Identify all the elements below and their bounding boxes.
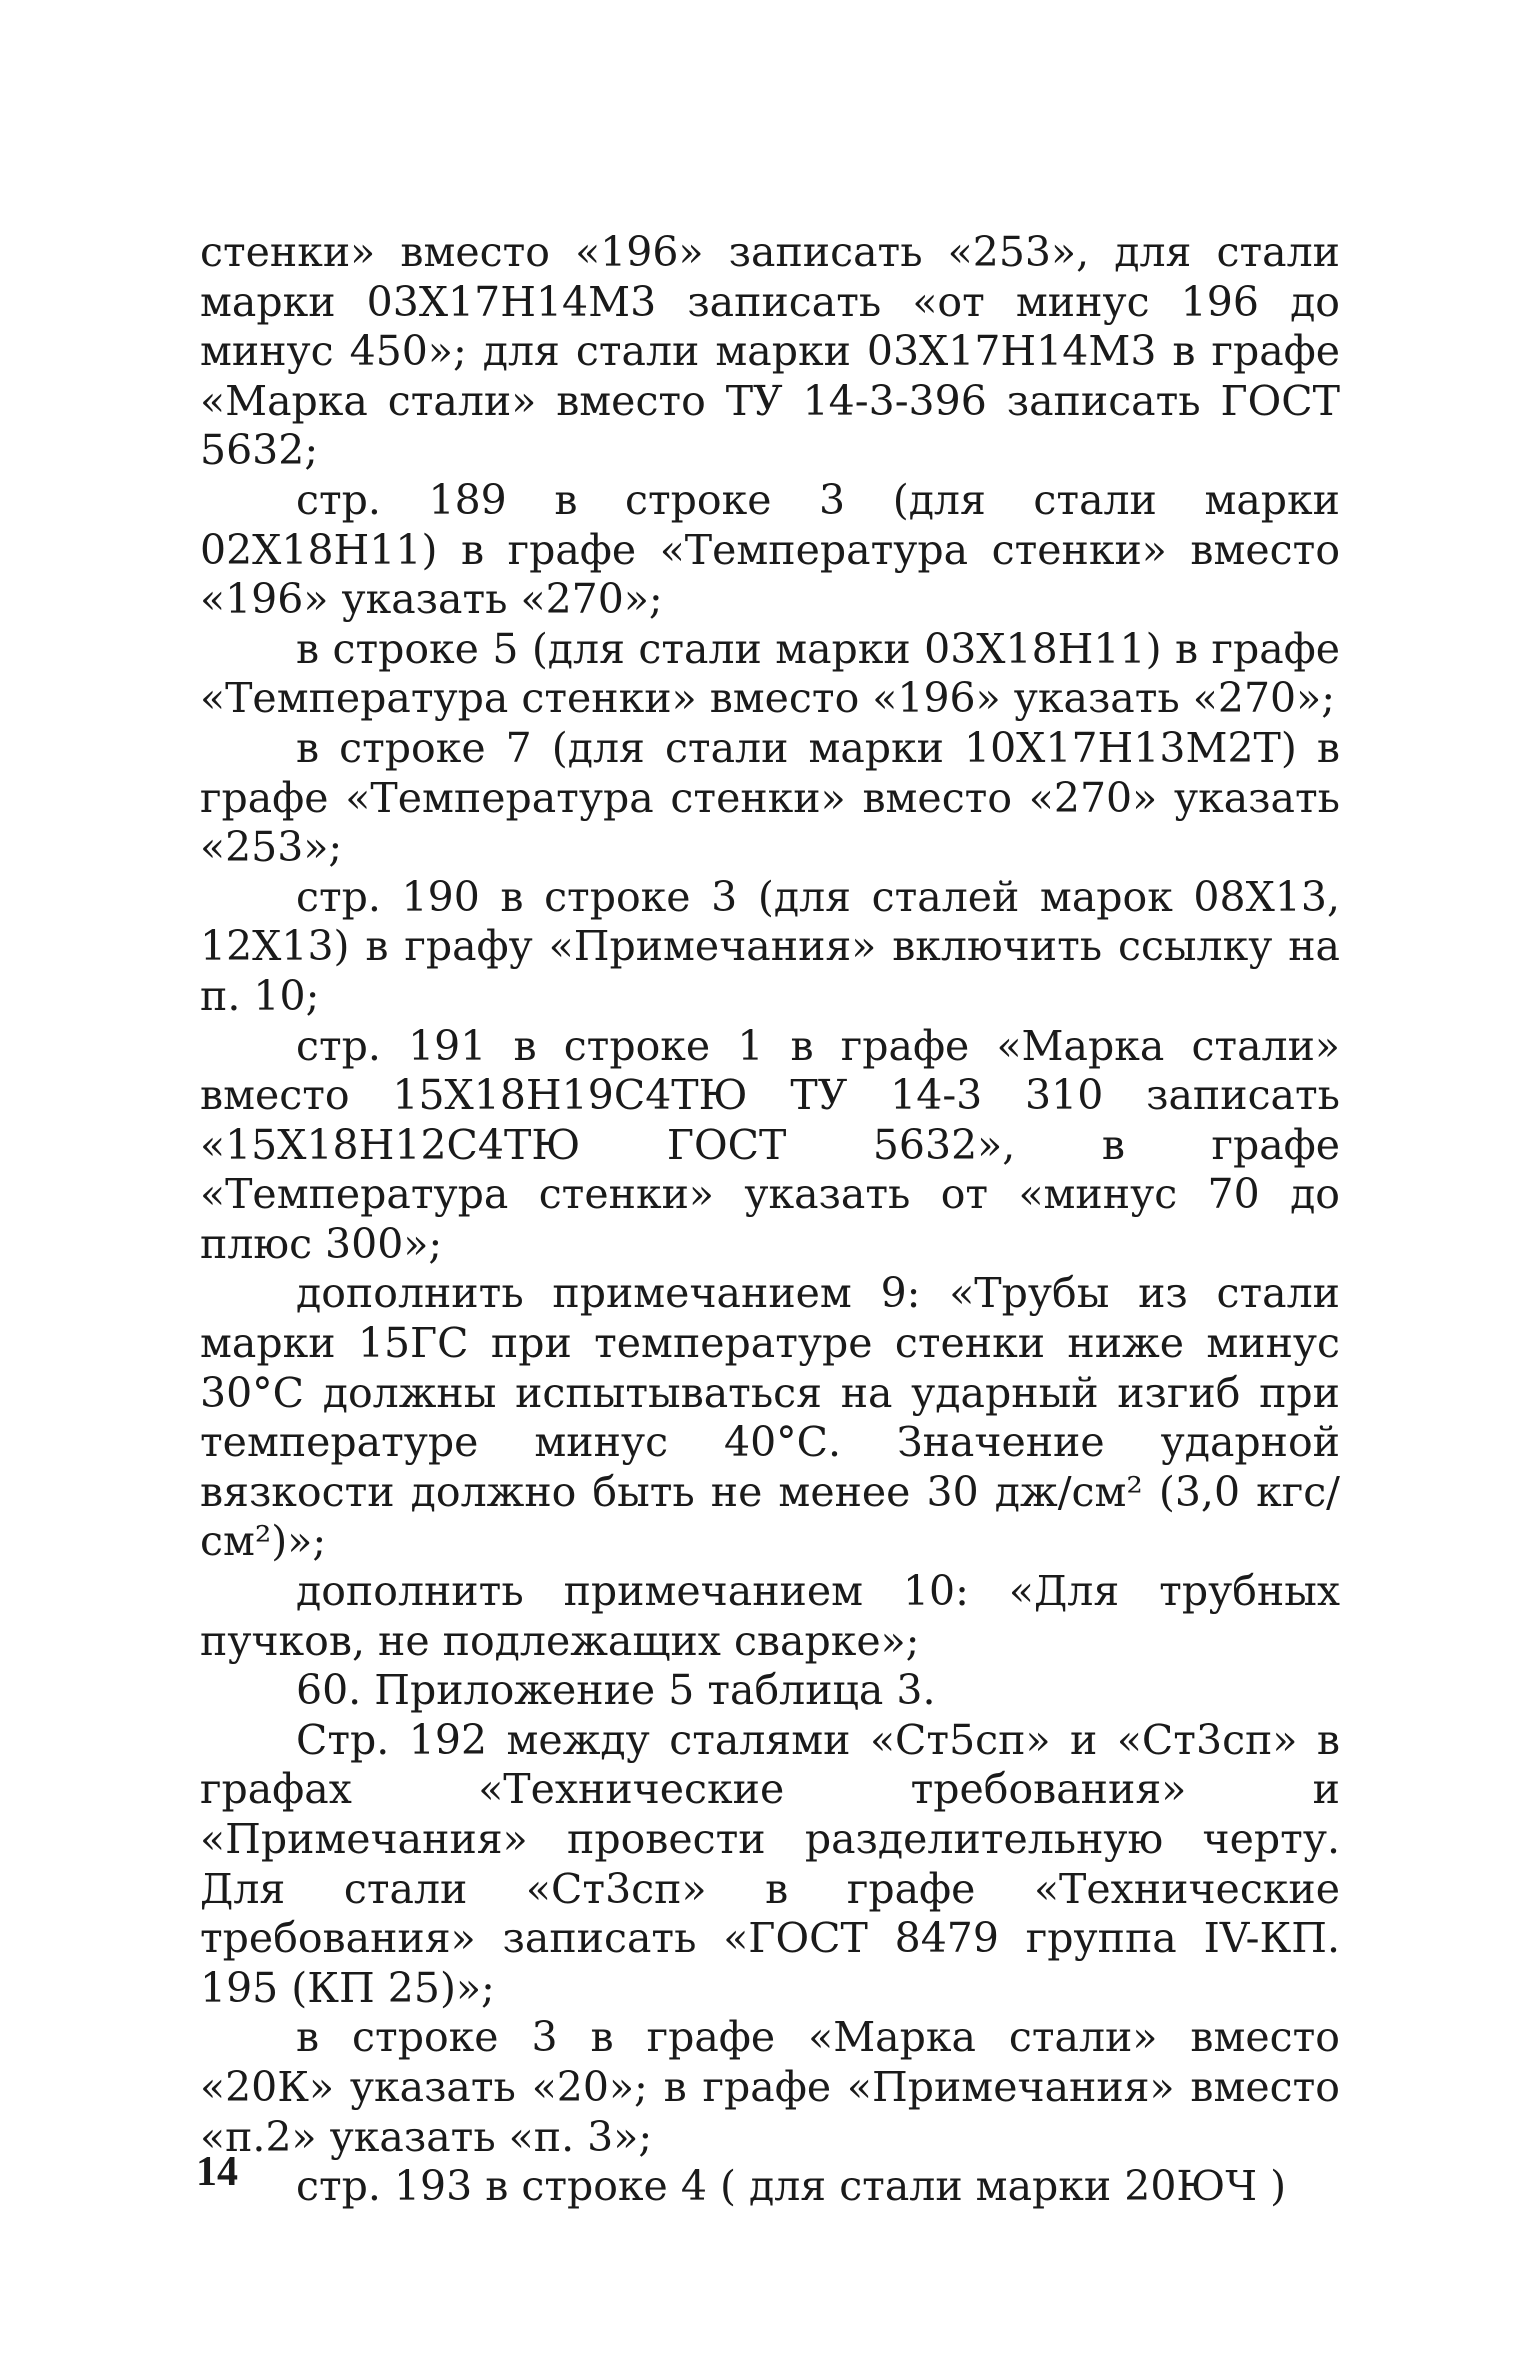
paragraph: дополнить примечанием 10: «Для трубных пучков, не подлежащих сварке»;	[200, 1567, 1340, 1665]
paragraph: дополнить примечанием 9: «Трубы из стали марки 15ГС при температуре стенки ниже минус 30°С должны испытываться на ударный изгиб при температуре минус 40°С. Значение ударной вязкости должно быть не менее 30 дж/см² (3,0 кгс/см²)»;	[200, 1269, 1340, 1566]
paragraph: в строке 5 (для стали марки 03Х18Н11) в графе «Температура стенки» вместо «196» указать «270»;	[200, 624, 1340, 723]
paragraph: стр. 193 в строке 4 ( для стали марки 20ЮЧ )	[296, 2162, 1287, 2211]
paragraph: стенки» вместо «196» записать «253», для стали марки 03Х17Н14М3 записать «от минус 196 до минус 450»; для стали марки 03Х17Н14М3 в графе «Марка стали» вместо ТУ 14-3-396 записать ГОСТ 5632;	[200, 228, 1340, 475]
section-heading: 60. Приложение 5 таблица 3.	[296, 1666, 936, 1715]
paragraph: стр. 191 в строке 1 в графе «Марка стали» вместо 15Х18Н19С4ТЮ ТУ 14-3 310 записать «15Х18Н12С4ТЮ ГОСТ 5632», в графе «Температура стенки» указать от «минус 70 до плюс 300»;	[200, 1021, 1340, 1268]
page-number: 14	[196, 2149, 238, 2195]
paragraph: стр. 189 в строке 3 (для стали марки 02Х18Н11) в графе «Температура стенки» вместо «196» указать «270»;	[200, 475, 1340, 624]
paragraph: в строке 3 в графе «Марка стали» вместо «20К» указать «20»; в графе «Примечания» вместо «п.2» указать «п. 3»;	[200, 2013, 1340, 2161]
paragraph: в строке 7 (для стали марки 10Х17Н13М2Т) в графе «Температура стенки» вместо «270» указать «253»;	[200, 723, 1340, 872]
paragraph: Стр. 192 между сталями «Ст5сп» и «Ст3сп» в графах «Технические требования» и «Примечания» провести разделительную черту. Для стали «Ст3сп» в графе «Технические требования» записать «ГОСТ 8479 группа IV-КП. 195 (КП 25)»;	[200, 1715, 1340, 2012]
paragraph: стр. 190 в строке 3 (для сталей марок 08Х13, 12Х13) в графу «Примечания» включить ссылку на п. 10;	[200, 872, 1340, 1020]
body-text	[200, 228, 1340, 2212]
